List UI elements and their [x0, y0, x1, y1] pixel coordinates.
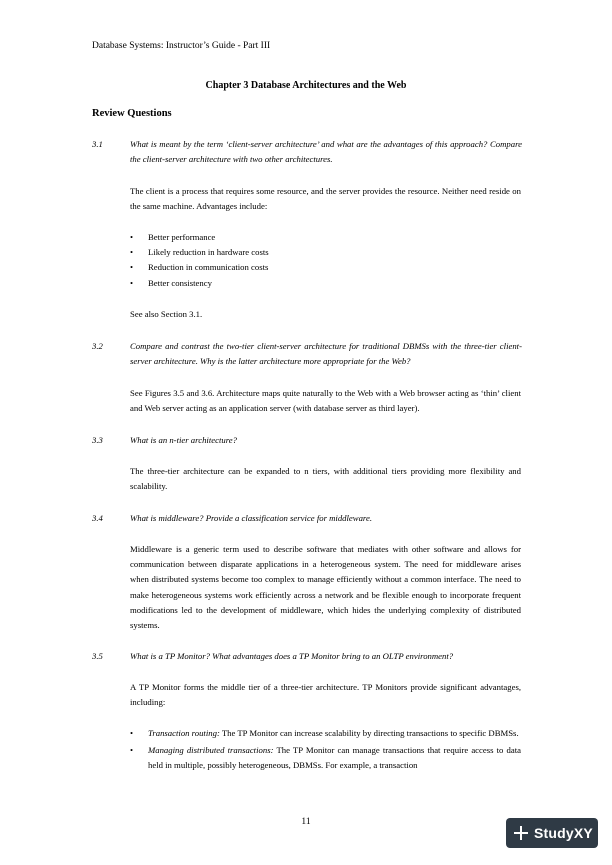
question-3-1 — [92, 137, 522, 167]
answer-3-5: A TP Monitor forms the middle tier of a three-tier architecture. TP Monitors provide significant advantages, including: — [130, 682, 521, 708]
question-number: 3.2 — [92, 341, 103, 351]
list-item-text: Better consistency — [148, 277, 212, 288]
bullet-icon: • — [130, 277, 134, 288]
studyxy-badge[interactable] — [506, 818, 598, 848]
question-text: What is a TP Monitor? What advantages does a TP Monitor bring to an OLTP environment? — [130, 651, 454, 661]
bullet-icon: • — [130, 262, 134, 273]
question-number: 3.3 — [92, 435, 103, 445]
chapter-title: Chapter 3 Database Architectures and the Web — [205, 80, 407, 91]
question-number: 3.1 — [92, 139, 103, 149]
bullet-icon: • — [130, 728, 134, 738]
list-item-text: Reduction in communication costs — [148, 262, 269, 273]
list-item-text: The TP Monitor can manage transactions that require access to data held in multiple, possibly heterogeneous, DBMSs. For example, a transaction — [148, 745, 521, 771]
list-item — [130, 245, 521, 260]
question-3-2 — [92, 339, 522, 369]
question-number: 3.4 — [92, 513, 103, 523]
list-item-text: Likely reduction in hardware costs — [148, 247, 269, 258]
question-text: What is meant by the term ‘client-server architecture’ and what are the advantages of this approach? Compare the client-server architecture with two other architectures. — [130, 139, 522, 165]
answer-3-2: See Figures 3.5 and 3.6. Architecture maps quite naturally to the Web with a Web browser acting as ‘thin’ client and Web server acting as an application server (with database server as third layer). — [130, 388, 521, 414]
list-item — [130, 230, 521, 245]
brand-name: StudyXY — [534, 825, 593, 841]
running-header: Database Systems: Instructor’s Guide - Part III — [92, 41, 271, 51]
see-also-text: See also Section 3.1. — [130, 309, 203, 319]
list-item-text: The TP Monitor can increase scalability by directing transactions to specific DBMSs. — [219, 728, 519, 738]
tp-monitor-advantages-list — [130, 726, 521, 776]
page-number: 11 — [301, 817, 311, 827]
question-number: 3.5 — [92, 651, 103, 661]
question-text: What is middleware? Provide a classification service for middleware. — [130, 513, 373, 523]
list-item-text: Better performance — [148, 232, 216, 242]
list-item — [130, 276, 521, 291]
bullet-icon: • — [130, 247, 134, 258]
section-heading: Review Questions — [92, 108, 172, 119]
list-item — [130, 743, 521, 773]
answer-3-3: The three-tier architecture can be expanded to n tiers, with additional tiers providing more flexibility and scalability. — [130, 466, 521, 492]
advantages-list — [130, 230, 521, 291]
list-item — [130, 726, 521, 741]
plus-icon — [514, 826, 528, 840]
question-text: Compare and contrast the two-tier client-server architecture for traditional DBMSs with the three-tier client-server architecture. Why is the latter architecture more appropriate for the Web? — [130, 341, 522, 367]
question-3-4 — [92, 511, 522, 526]
list-item — [130, 260, 521, 275]
bullet-icon: • — [130, 232, 134, 242]
question-text: What is an n-tier architecture? — [130, 435, 237, 445]
question-3-3 — [92, 433, 522, 448]
bullet-icon: • — [130, 745, 134, 756]
question-3-5 — [92, 649, 522, 664]
list-item-term: Transaction routing: — [148, 728, 220, 738]
list-item-term: Managing distributed transactions: — [148, 745, 274, 756]
answer-3-4: Middleware is a generic term used to describe software that mediates with other software and allows for communication between disparate applications in a heterogeneous system. The need for middleware arises when distributed systems become too complex to manage efficiently without a common interface. The need to make heterogeneous systems work efficiently across a network and be flexible enough to incorporate frequent modifications led to the development of middleware, which hides the underlying complexity of distributed systems. — [130, 544, 521, 631]
answer-3-1: The client is a process that requires some resource, and the server provides the resource. Neither need reside on the same machine. Advantages include: — [130, 186, 521, 212]
